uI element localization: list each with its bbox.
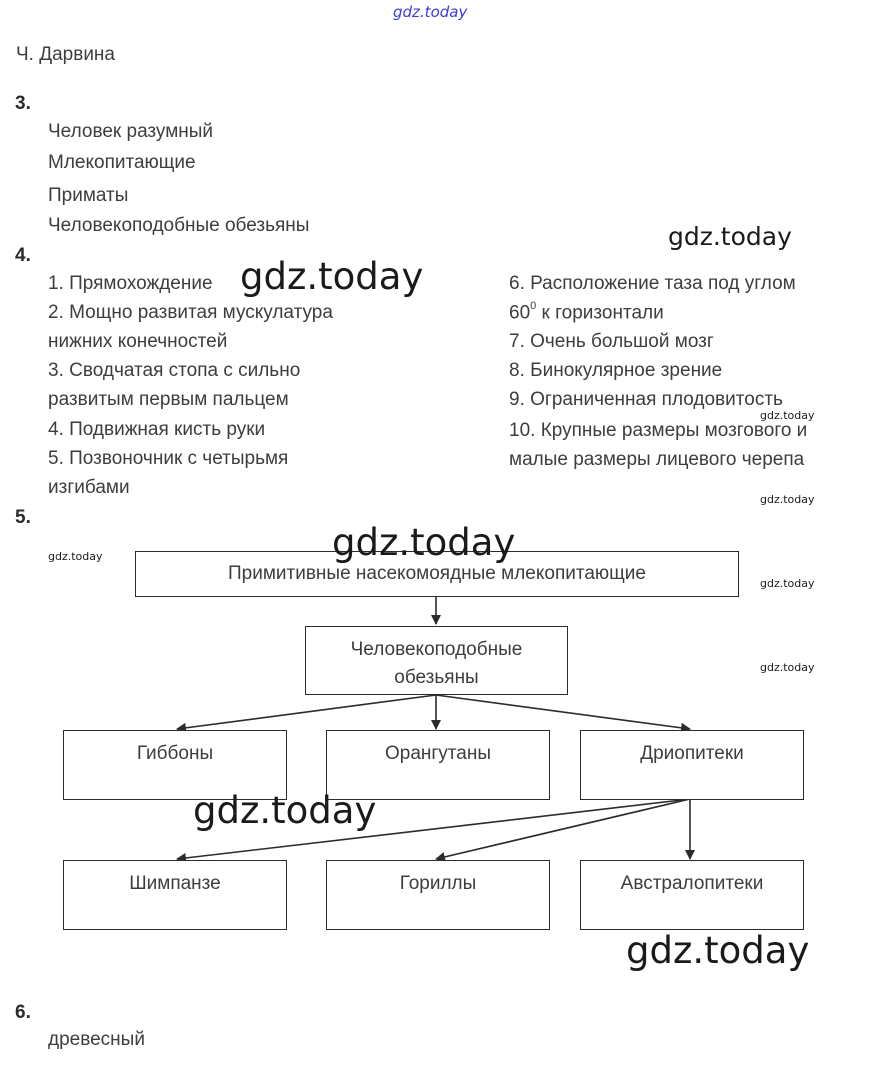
diagram-australopith-label: Австралопитеки xyxy=(620,873,764,894)
watermark: gdz.today xyxy=(760,577,815,590)
section-6-answer: древесный xyxy=(48,1029,145,1050)
diagram-dryopithecus-label: Дриопитеки xyxy=(640,743,744,764)
watermark: gdz.today xyxy=(760,493,815,506)
watermark: gdz.today xyxy=(626,929,810,972)
arrow-dryo-to-gorilla xyxy=(436,799,690,859)
watermark: gdz.today xyxy=(668,222,792,251)
section-3-number: 3. xyxy=(15,93,31,114)
trait-left-line: 4. Подвижная кисть руки xyxy=(48,419,266,440)
watermark-top: gdz.today xyxy=(393,3,468,21)
trait-left-line: 3. Сводчатая стопа с сильно xyxy=(48,360,301,381)
watermark: gdz.today xyxy=(240,255,424,298)
header-line: Ч. Дарвина xyxy=(16,44,115,65)
section-4-number: 4. xyxy=(15,245,31,266)
section-3-item: Человекоподобные обезьяны xyxy=(48,215,310,236)
diagram-dryopithecus-box xyxy=(580,730,804,800)
trait-left-line: 2. Мощно развитая мускулатура xyxy=(48,302,333,323)
trait-left-line: развитым первым пальцем xyxy=(48,389,289,410)
trait-left-line: изгибами xyxy=(48,477,130,498)
diagram-root-label: Примитивные насекомоядные млекопитающие xyxy=(228,563,646,584)
trait-right-line: 7. Очень большой мозг xyxy=(509,331,714,352)
section-5-number: 5. xyxy=(15,507,31,528)
section-3-item: Приматы xyxy=(48,185,129,206)
watermark: gdz.today xyxy=(332,521,516,564)
diagram-gorilla-label: Гориллы xyxy=(399,873,477,894)
trait-right-line: 10. Крупные размеры мозгового и xyxy=(509,420,808,441)
diagram-gibbons-label: Гиббоны xyxy=(136,743,214,764)
trait-right-line: 8. Бинокулярное зрение xyxy=(509,360,723,381)
watermark: gdz.today xyxy=(48,550,103,563)
angle-value: 60 xyxy=(509,302,531,324)
watermark: gdz.today xyxy=(193,789,377,832)
section-3-item: Млекопитающие xyxy=(48,152,196,173)
watermark: gdz.today xyxy=(760,409,815,422)
diagram-chimp-box xyxy=(63,860,287,930)
diagram-gorilla-box xyxy=(326,860,550,930)
watermark: gdz.today xyxy=(760,661,815,674)
diagram-australopith-box xyxy=(580,860,804,930)
diagram-orangutans-label: Орангутаны xyxy=(384,743,492,764)
angle-rest: к горизонтали xyxy=(541,302,664,324)
arrow-apes-to-gibbons xyxy=(177,695,436,729)
diagram-apes-label-line2: обезьяны xyxy=(394,666,479,688)
section-3-item: Человек разумный xyxy=(48,121,214,142)
trait-left-line: 1. Прямохождение xyxy=(48,273,213,294)
trait-left-line: 5. Позвоночник с четырьмя xyxy=(48,448,289,469)
trait-left-line: нижних конечностей xyxy=(48,331,228,352)
trait-right-line: 9. Ограниченная плодовитость xyxy=(509,389,783,410)
arrow-apes-to-dryopithecus xyxy=(436,695,690,729)
section-6-number: 6. xyxy=(15,1002,31,1023)
trait-right-line: 6. Расположение таза под углом xyxy=(509,273,796,294)
trait-right-line: малые размеры лицевого черепа xyxy=(509,449,805,470)
diagram-apes-box xyxy=(305,626,568,695)
degree-mark: 0 xyxy=(530,300,537,312)
diagram-chimp-label: Шимпанзе xyxy=(129,873,221,894)
diagram-apes-label-line1: Человекоподобные xyxy=(350,638,523,660)
